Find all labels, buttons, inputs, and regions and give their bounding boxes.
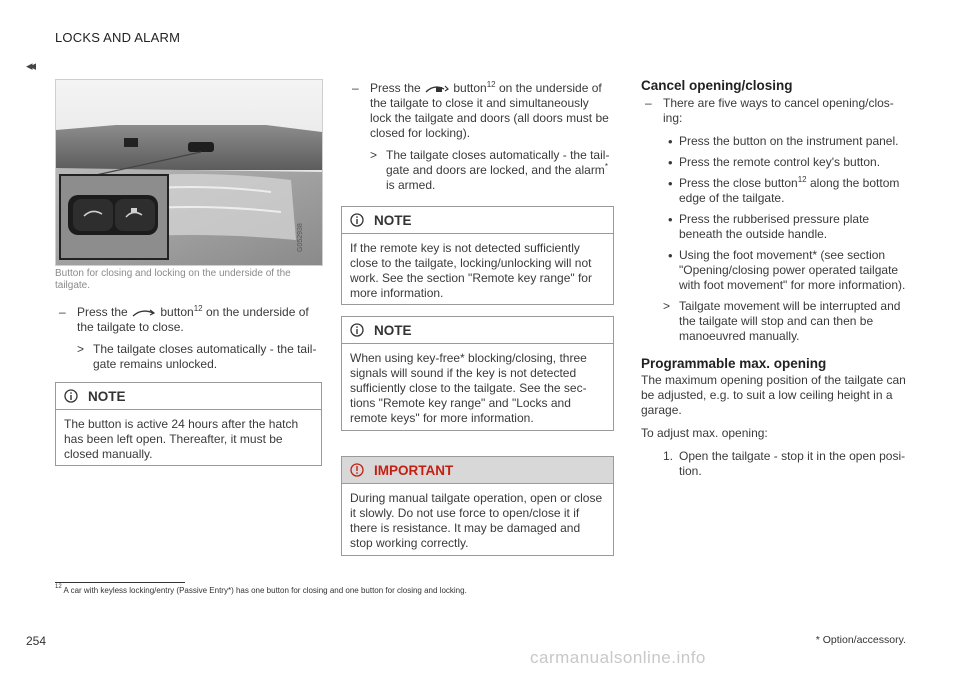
programmable-body: The maximum opening position of the tailgate can be adjusted, e.g. to suit a low ceiling height in a garage.	[641, 373, 906, 417]
adjust-step-1: 1. Open the tailgate - stop it in the open position.	[663, 449, 906, 478]
note-header: NOTE	[342, 317, 613, 344]
step-close-lock: – Press the button$^{12}$ on the underside of the tailgate to close it and simultaneously lock the tailgate and doors (all doors must be closed for locking).	[348, 81, 613, 141]
watermark: carmanualsonline.info	[530, 648, 706, 667]
step-close-result: > The tailgate closes automatically - the tailgate remains unlocked.	[55, 342, 320, 372]
close-lock-tailgate-icon	[424, 84, 450, 94]
tailgate-illustration	[56, 80, 322, 265]
step-close-lock-result: > The tailgate closes automatically - the tailgate and doors are locked, and the alarm* is armed.	[348, 148, 613, 193]
adjust-intro: To adjust max. opening:	[641, 426, 768, 440]
column-2	[348, 81, 613, 193]
close-tailgate-icon	[131, 308, 157, 318]
warning-icon	[350, 463, 364, 477]
important-body: During manual tailgate operation, open or close it slowly. Do not use force to open/close it if there is resistance. It may be damaged and stop working correctly.	[350, 491, 603, 550]
note-header: NOTE	[342, 207, 613, 234]
step-close: – Press the button$^{12}$ on the underside of the tailgate to close.	[55, 305, 320, 335]
list-item: • Press the button on the instrument panel.	[641, 134, 909, 149]
note-box-3	[341, 316, 614, 431]
heading-programmable: Programmable max. opening	[641, 356, 827, 371]
heading-cancel: Cancel opening/closing	[641, 78, 793, 93]
note-box-2	[341, 206, 614, 305]
list-item: • Press the remote control key's button.	[641, 155, 909, 170]
column-1	[55, 305, 320, 372]
important-header: IMPORTANT	[342, 457, 613, 484]
list-item: • Press the rubberised pressure plate beneath the outside handle.	[641, 212, 909, 242]
note-body: When using key-free* blocking/closing, three signals will sound if the key is not detected sufficiently close to the tailgate. See the sections "Remote key range" and "Locks and remote keys" for more information.	[350, 351, 587, 425]
section-title: LOCKS AND ALARM	[55, 30, 181, 45]
option-accessory-note: * Option/accessory.	[815, 634, 906, 646]
footnote-divider	[55, 582, 185, 583]
figure-code: G052938	[297, 223, 304, 252]
list-item: • Using the foot movement* (see section "Opening/closing power operated tailgate with foot movement" for more information).	[641, 248, 909, 293]
info-icon	[64, 389, 78, 403]
cancel-result: > Tailgate movement will be interrupted and the tailgate will stop and can then be manoeuvred manually.	[641, 299, 909, 344]
cancel-intro: – There are five ways to cancel opening/closing:	[641, 96, 909, 126]
figure-caption: Button for closing and locking on the underside of the tailgate.	[55, 268, 291, 291]
note-body: If the remote key is not detected sufficiently close to the tailgate, locking/unlocking will not work. See the section "Remote key range" for more information.	[350, 241, 592, 300]
note-box-1	[55, 382, 322, 466]
page-number: 254	[26, 634, 47, 648]
back-arrows-icon[interactable]: ◂◂	[26, 58, 34, 73]
info-icon	[350, 213, 364, 227]
note-header: NOTE	[56, 383, 321, 410]
column-3	[641, 78, 909, 479]
important-box	[341, 456, 614, 556]
info-icon	[350, 323, 364, 337]
tailgate-figure	[55, 79, 323, 266]
note-body: The button is active 24 hours after the hatch has been left open. Thereafter, it must be closed manually.	[64, 417, 299, 461]
list-item: • Press the close button$^{12}$ along the bottom edge of the tailgate.	[641, 176, 909, 206]
footnote: $^{12}$ A car with keyless locking/entry (Passive Entry*) has one button for closing and one button for closing and locking.	[55, 584, 467, 595]
